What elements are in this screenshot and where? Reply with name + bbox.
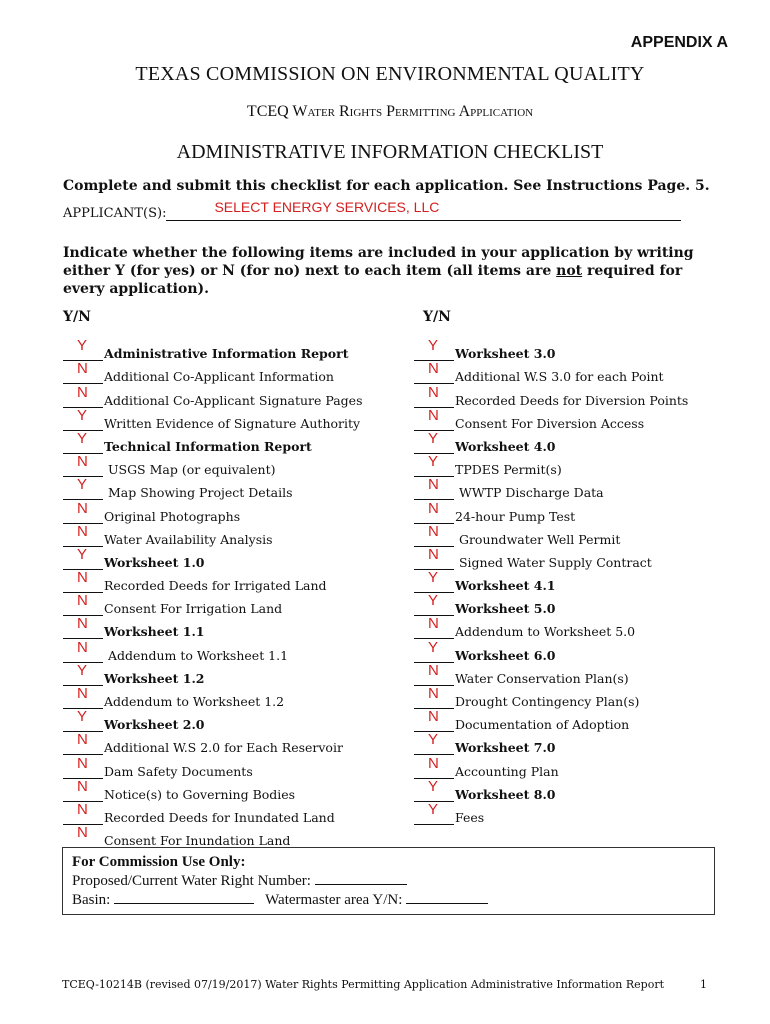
yn-field[interactable]: [63, 824, 103, 848]
checklist-item-label: Recorded Deeds for Irrigated Land: [104, 578, 327, 594]
yn-field[interactable]: [414, 453, 454, 477]
yn-answer: N: [428, 615, 439, 633]
checklist-item-label: Water Availability Analysis: [104, 531, 273, 547]
commission-use-box: [62, 847, 715, 915]
footer-text: TCEQ-10214B (revised 07/19/2017) Water Rights Permitting Application Administrative Information Report: [62, 978, 665, 991]
checklist-item-label: Map Showing Project Details: [104, 485, 293, 501]
checklist-item: [63, 732, 363, 755]
checklist-item: [414, 524, 688, 547]
checklist-item-label: Technical Information Report: [104, 438, 312, 454]
yn-answer: Y: [77, 545, 88, 563]
yn-answer: N: [77, 569, 88, 587]
checklist-item: [414, 663, 688, 686]
watermaster-label: Watermaster area Y/N:: [265, 892, 403, 908]
yn-answer: Y: [77, 661, 88, 679]
checklist-item-label: Worksheet 7.0: [455, 740, 556, 756]
yn-field[interactable]: [63, 661, 103, 686]
checklist-item: [414, 431, 688, 454]
checklist-item: [63, 384, 363, 407]
yn-field[interactable]: [414, 708, 454, 732]
yn-answer: N: [428, 661, 439, 679]
checklist-item-label: Worksheet 4.0: [455, 438, 556, 454]
checklist-item-label: TPDES Permit(s): [455, 462, 562, 478]
checklist-item-label: WWTP Discharge Data: [455, 485, 604, 501]
yn-field[interactable]: [63, 592, 103, 616]
checklist-item-label: Worksheet 4.1: [455, 578, 556, 594]
checklist-item: [414, 361, 688, 384]
checklist-item-label: Water Conservation Plan(s): [455, 670, 629, 686]
checklist-title: ADMINISTRATIVE INFORMATION CHECKLIST: [176, 141, 604, 163]
yn-field[interactable]: [63, 800, 103, 825]
yn-answer: Y: [428, 429, 439, 447]
checklist-item: [63, 431, 363, 454]
checklist-item: [63, 779, 363, 802]
checklist-item-label: Additional W.S 3.0 for each Point: [455, 369, 664, 385]
yn-field[interactable]: [414, 754, 454, 779]
yn-field[interactable]: [414, 800, 454, 825]
checklist-item: [63, 570, 363, 593]
yn-answer: Y: [428, 731, 439, 749]
commission-heading: For Commission Use Only:: [72, 854, 246, 870]
checklist-item: [63, 547, 363, 570]
checklist-item-label: 24-hour Pump Test: [455, 508, 576, 524]
checklist-item: [414, 477, 688, 500]
checklist-item-label: Worksheet 3.0: [455, 346, 556, 362]
yn-field[interactable]: [414, 685, 454, 709]
page-footer: [62, 978, 707, 991]
yn-field[interactable]: [63, 777, 103, 802]
yn-field[interactable]: [414, 638, 454, 663]
basin-row: [72, 891, 705, 910]
checklist-item-label: Consent For Inundation Land: [104, 833, 291, 849]
yn-answer: N: [77, 800, 88, 818]
yn-answer: N: [77, 615, 88, 633]
checklist-item-label: Worksheet 1.2: [104, 670, 205, 686]
yn-field[interactable]: [63, 731, 103, 755]
checklist-item: [63, 686, 363, 709]
yn-field[interactable]: [63, 360, 103, 384]
applicant-label: APPLICANT(S):: [63, 206, 167, 221]
yn-answer: N: [428, 545, 439, 563]
yn-field[interactable]: [63, 429, 103, 454]
yn-answer: N: [77, 522, 88, 540]
indicate-not: not: [556, 263, 583, 279]
checklist-item-label: Documentation of Adoption: [455, 717, 630, 733]
checklist-item: [63, 616, 363, 639]
agency-title: TEXAS COMMISSION ON ENVIRONMENTAL QUALITY: [135, 63, 645, 85]
checklist-item: [63, 338, 363, 361]
checklist-item-label: Worksheet 1.1: [104, 624, 205, 640]
checklist-item-label: Additional Co-Applicant Signature Pages: [104, 392, 363, 408]
checklist-item-label: Addendum to Worksheet 5.0: [455, 624, 636, 640]
yn-answer: Y: [428, 800, 439, 818]
checklist-item: [414, 547, 688, 570]
yn-answer: N: [77, 731, 88, 749]
applicant-field[interactable]: [166, 199, 681, 221]
checklist-item: [63, 408, 363, 431]
yn-field[interactable]: [63, 453, 103, 477]
yn-answer: Y: [77, 708, 88, 726]
yn-field[interactable]: [414, 476, 454, 500]
page-number: 1: [700, 978, 707, 991]
yn-field[interactable]: [63, 476, 103, 500]
yn-answer: N: [428, 754, 439, 772]
yn-field[interactable]: [414, 777, 454, 802]
yn-answer: Y: [428, 453, 439, 471]
checklist-item-label: Fees: [455, 809, 485, 825]
checklist-item: [63, 709, 363, 732]
checklist-item: [63, 825, 363, 848]
yn-answer: N: [77, 754, 88, 772]
checklist-item-label: Worksheet 1.0: [104, 554, 205, 570]
checklist-item-label: Signed Water Supply Contract: [455, 554, 652, 570]
application-title: TCEQ Water Rights Permitting Application: [246, 103, 534, 120]
checklist-item: [63, 477, 363, 500]
checklist-item: [414, 732, 688, 755]
yn-answer: N: [428, 499, 439, 517]
yn-field[interactable]: [414, 592, 454, 616]
checklist-item-label: Recorded Deeds for Diversion Points: [455, 392, 689, 408]
indicate-text-pre: Indicate whether the following items are included in your application by writing either Y (for yes) or N (for no) next to each item (all items are: [63, 245, 694, 279]
yn-field[interactable]: [63, 545, 103, 570]
yn-answer: N: [77, 360, 88, 378]
checklist-item-label: Addendum to Worksheet 1.2: [104, 694, 285, 709]
yn-field[interactable]: [414, 406, 454, 431]
checklist-item: [414, 802, 688, 825]
checklist-item: [63, 663, 363, 686]
checklist-item-label: Accounting Plan: [455, 763, 559, 779]
yn-answer: N: [77, 824, 88, 842]
yn-answer: N: [77, 638, 88, 656]
yn-answer: N: [428, 360, 439, 378]
appendix-label: APPENDIX A: [630, 34, 728, 51]
checklist-item-label: Original Photographs: [104, 508, 241, 524]
checklist-item: [414, 408, 688, 431]
left-column-header: Y/N: [63, 309, 91, 325]
checklist-item: [63, 454, 363, 477]
checklist-item: [414, 570, 688, 593]
checklist-item: [414, 709, 688, 732]
yn-field[interactable]: [414, 499, 454, 524]
yn-answer: Y: [77, 429, 88, 447]
applicant-row: [63, 199, 688, 221]
checklist-item-label: USGS Map (or equivalent): [104, 462, 276, 478]
basin-field[interactable]: [114, 891, 254, 904]
checklist-item: [414, 500, 688, 523]
checklist-item-label: Dam Safety Documents: [104, 763, 253, 779]
yn-field[interactable]: [63, 615, 103, 639]
yn-field[interactable]: [414, 545, 454, 570]
checklist-item: [414, 686, 688, 709]
left-checklist: [63, 338, 363, 848]
yn-answer: N: [77, 777, 88, 795]
yn-answer: N: [428, 685, 439, 702]
yn-field[interactable]: [63, 685, 103, 709]
yn-field[interactable]: [414, 360, 454, 384]
checklist-item: [63, 802, 363, 825]
watermaster-field[interactable]: [406, 891, 488, 904]
checklist-item: [63, 593, 363, 616]
checklist-item: [414, 454, 688, 477]
checklist-item-label: Additional W.S 2.0 for Each Reservoir: [104, 740, 343, 756]
yn-answer: N: [77, 685, 88, 702]
checklist-item: [414, 593, 688, 616]
yn-field[interactable]: [63, 754, 103, 779]
yn-answer: Y: [77, 337, 88, 355]
applicant-value: SELECT ENERGY SERVICES, LLC: [214, 199, 440, 215]
submit-instruction: Complete and submit this checklist for each application. See Instructions Page. 5.: [63, 178, 710, 194]
yn-field[interactable]: [63, 638, 103, 663]
checklist-item-label: Consent For Irrigation Land: [104, 601, 283, 617]
yn-field[interactable]: [414, 383, 454, 408]
checklist-item-label: Worksheet 6.0: [455, 647, 556, 663]
checklist-item: [63, 639, 363, 662]
right-column-header: Y/N: [423, 309, 451, 325]
yn-field[interactable]: [414, 731, 454, 755]
yn-field[interactable]: [63, 337, 103, 361]
yn-field[interactable]: [63, 708, 103, 732]
yn-answer: Y: [428, 569, 439, 587]
yn-answer: N: [428, 522, 439, 540]
checklist-item-label: Consent For Diversion Access: [455, 415, 645, 431]
yn-field[interactable]: [414, 522, 454, 547]
checklist-item-label: Worksheet 2.0: [104, 717, 205, 733]
checklist-item: [414, 755, 688, 778]
checklist-item: [414, 779, 688, 802]
basin-label: Basin:: [72, 892, 111, 908]
yn-field[interactable]: [63, 499, 103, 524]
checklist-item-label: Written Evidence of Signature Authority: [104, 415, 361, 431]
checklist-item: [414, 384, 688, 407]
yn-field[interactable]: [63, 406, 103, 431]
water-right-field[interactable]: [315, 872, 407, 885]
right-checklist: [414, 338, 688, 825]
yn-answer: Y: [428, 337, 439, 355]
indicate-instruction: [63, 244, 723, 298]
checklist-item-label: Recorded Deeds for Inundated Land: [104, 809, 335, 825]
checklist-item: [63, 500, 363, 523]
yn-answer: Y: [428, 592, 439, 610]
checklist-item-label: Addendum to Worksheet 1.1: [104, 647, 289, 663]
checklist-item-label: Worksheet 8.0: [455, 786, 556, 802]
yn-field[interactable]: [63, 522, 103, 547]
checklist-item: [63, 361, 363, 384]
checklist-item-label: Drought Contingency Plan(s): [455, 694, 640, 709]
yn-answer: N: [428, 708, 439, 726]
yn-answer: Y: [428, 777, 439, 795]
checklist-item-label: Notice(s) to Governing Bodies: [104, 786, 296, 802]
yn-answer: Y: [428, 638, 439, 656]
yn-field[interactable]: [414, 661, 454, 686]
yn-answer: N: [77, 453, 88, 471]
water-right-label: Proposed/Current Water Right Number:: [72, 873, 311, 889]
checklist-item: [63, 755, 363, 778]
checklist-item: [414, 616, 688, 639]
checklist-item-label: Worksheet 5.0: [455, 601, 556, 617]
yn-answer: N: [77, 499, 88, 517]
yn-field[interactable]: [414, 569, 454, 593]
yn-field[interactable]: [414, 615, 454, 639]
yn-field[interactable]: [63, 383, 103, 408]
yn-field[interactable]: [414, 337, 454, 361]
yn-answer: N: [428, 406, 439, 424]
yn-answer: N: [77, 592, 88, 610]
yn-answer: N: [428, 476, 439, 494]
yn-answer: Y: [77, 476, 88, 494]
yn-field[interactable]: [414, 429, 454, 454]
checklist-item: [63, 524, 363, 547]
yn-answer: Y: [77, 406, 88, 424]
indicate-text-post: required for every application).: [63, 263, 683, 297]
checklist-item-label: Groundwater Well Permit: [455, 531, 621, 547]
yn-answer: N: [77, 383, 88, 401]
water-right-row: [72, 872, 705, 891]
checklist-item-label: Additional Co-Applicant Information: [104, 369, 334, 385]
checklist-item: [414, 639, 688, 662]
yn-field[interactable]: [63, 569, 103, 593]
yn-answer: N: [428, 383, 439, 401]
checklist-item: [414, 338, 688, 361]
checklist-item-label: Administrative Information Report: [104, 346, 349, 362]
